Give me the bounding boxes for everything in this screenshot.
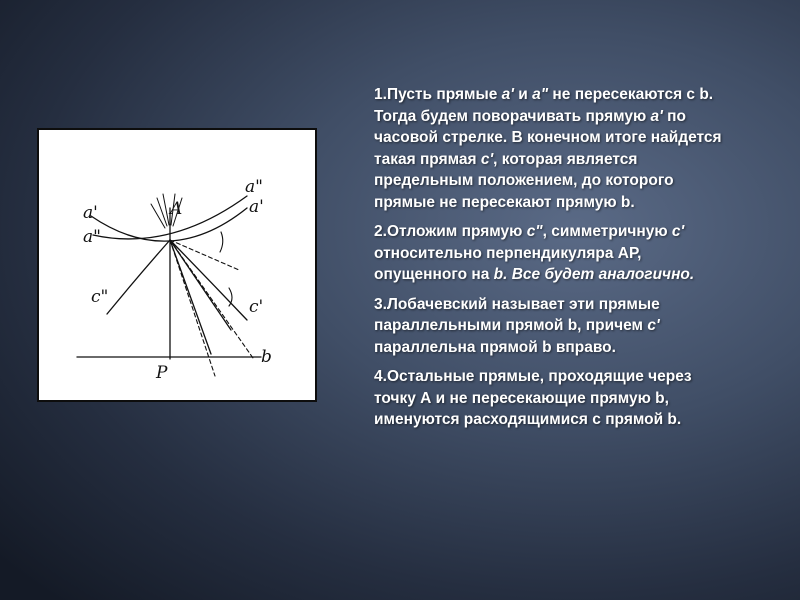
- italic-text-run: c': [480, 150, 494, 168]
- label-line-b: b: [261, 347, 272, 367]
- text-run: Отложим прямую: [386, 223, 527, 240]
- paragraph-number: 2.: [374, 223, 387, 240]
- angle-arc: [220, 232, 223, 252]
- label-a-double-prime-right: a": [245, 177, 263, 197]
- label-c-double-prime: c": [91, 287, 109, 307]
- paragraph-2: [374, 221, 736, 286]
- dashed-ray: [170, 240, 215, 376]
- paragraph-4: [374, 366, 736, 431]
- figure-drawing: [39, 130, 315, 400]
- italic-text-run: a": [532, 86, 549, 103]
- label-point-p: P: [156, 363, 168, 383]
- explanation-text: [374, 84, 736, 439]
- paragraph-number: 4.: [374, 368, 387, 385]
- text-run: , которая является предельным положением, до которого прямые не пересекают прямую b.: [374, 150, 674, 211]
- text-run: Пусть прямые: [386, 86, 502, 103]
- text-run: Остальные прямые, проходящие через точку А и не пересекающие прямую b, именуются расходящимися с прямой b.: [374, 368, 692, 428]
- text-run: и: [513, 86, 533, 103]
- text-run: не пересекаются с b. Тогда будем поворачивать прямую: [374, 86, 714, 125]
- text-run: Лобачевский называет эти прямые параллельными прямой b, причем: [374, 295, 660, 334]
- paragraph-number: 3.: [374, 295, 387, 313]
- text-run: по часовой стрелке. В конечном итоге найдется такая прямая: [374, 107, 722, 168]
- geometry-figure: [37, 128, 317, 402]
- italic-text-run: b. Все будет аналогично.: [493, 266, 695, 283]
- label-c-prime: c': [249, 297, 264, 317]
- label-a-prime-right: a': [249, 197, 264, 217]
- italic-text-run: a': [650, 107, 663, 125]
- paragraph-3: [374, 294, 736, 359]
- label-point-a: A: [170, 199, 183, 219]
- paragraph-number: 1.: [374, 86, 387, 103]
- paragraph-1: [374, 84, 736, 213]
- label-a-prime-left: a': [83, 203, 98, 223]
- italic-text-run: c": [526, 223, 543, 240]
- text-run: , симметричную: [542, 223, 672, 240]
- italic-text-run: c': [671, 223, 685, 240]
- line-c-double-prime: [107, 240, 170, 314]
- text-run: относительно перпендикуляра АР, опущенного на: [374, 244, 642, 283]
- line-c-prime: [170, 240, 247, 320]
- italic-text-run: c': [647, 317, 660, 334]
- text-run: параллельна прямой b вправо.: [374, 338, 616, 356]
- label-a-double-prime-left: a": [83, 227, 101, 247]
- italic-text-run: a': [501, 86, 514, 103]
